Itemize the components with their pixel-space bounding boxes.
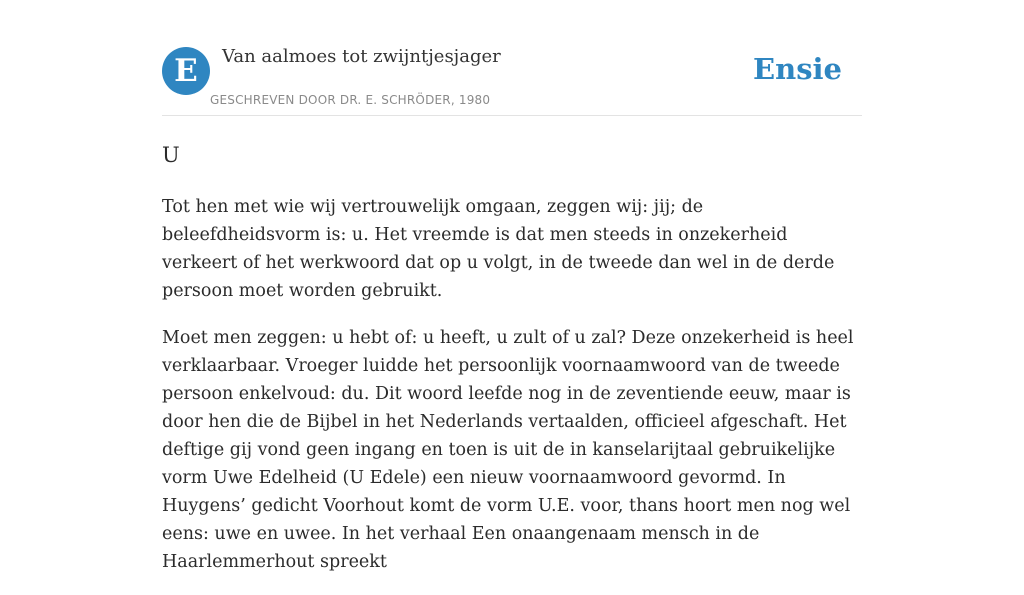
paragraph: Moet men zeggen: u hebt of: u heeft, u zult of u zal? Deze onzekerheid is heel verklaarbaar. Vroeger luidde het persoonlijk voornaamwoord van de tweede persoon enkelvoud: du. Dit woord leefde nog in de zeventiende eeuw, maar is door hen die de Bijbel in het Nederlands vertaalden, officieel afgeschaft. Het deftige gij vond geen ingang en toen is uit de in kanselarijtaal gebruikelijke vorm Uwe Edelheid (U Edele) een nieuw voornaamwoord gevormd. In Huygens’ gedicht Voorhout komt de vorm U.E. voor, thans hoort men nog wel eens: uwe en uwee. In het verhaal Een onaangenaam mensch in de Haarlemmerhout spreekt bbox=[162, 328, 854, 572]
author-byline: GESCHREVEN DOOR DR. E. SCHRÖDER, 1980 bbox=[210, 93, 491, 107]
article-heading: U bbox=[162, 143, 180, 167]
brand-logo-link[interactable]: Ensie bbox=[753, 52, 842, 86]
article-title[interactable]: Van aalmoes tot zwijntjesjager bbox=[222, 46, 501, 67]
paragraph: Tot hen met wie wij vertrouwelijk omgaan, zeggen wij: jij; de beleefdheidsvorm is: u. Het vreemde is dat men steeds in onzekerheid verkeert of het werkwoord dat op u volgt, in de tweede dan wel in de derde persoon moet worden gebruikt. bbox=[162, 197, 835, 301]
article-header bbox=[162, 46, 862, 116]
article-body bbox=[162, 140, 862, 595]
ensie-logo-icon[interactable]: E bbox=[162, 47, 210, 95]
